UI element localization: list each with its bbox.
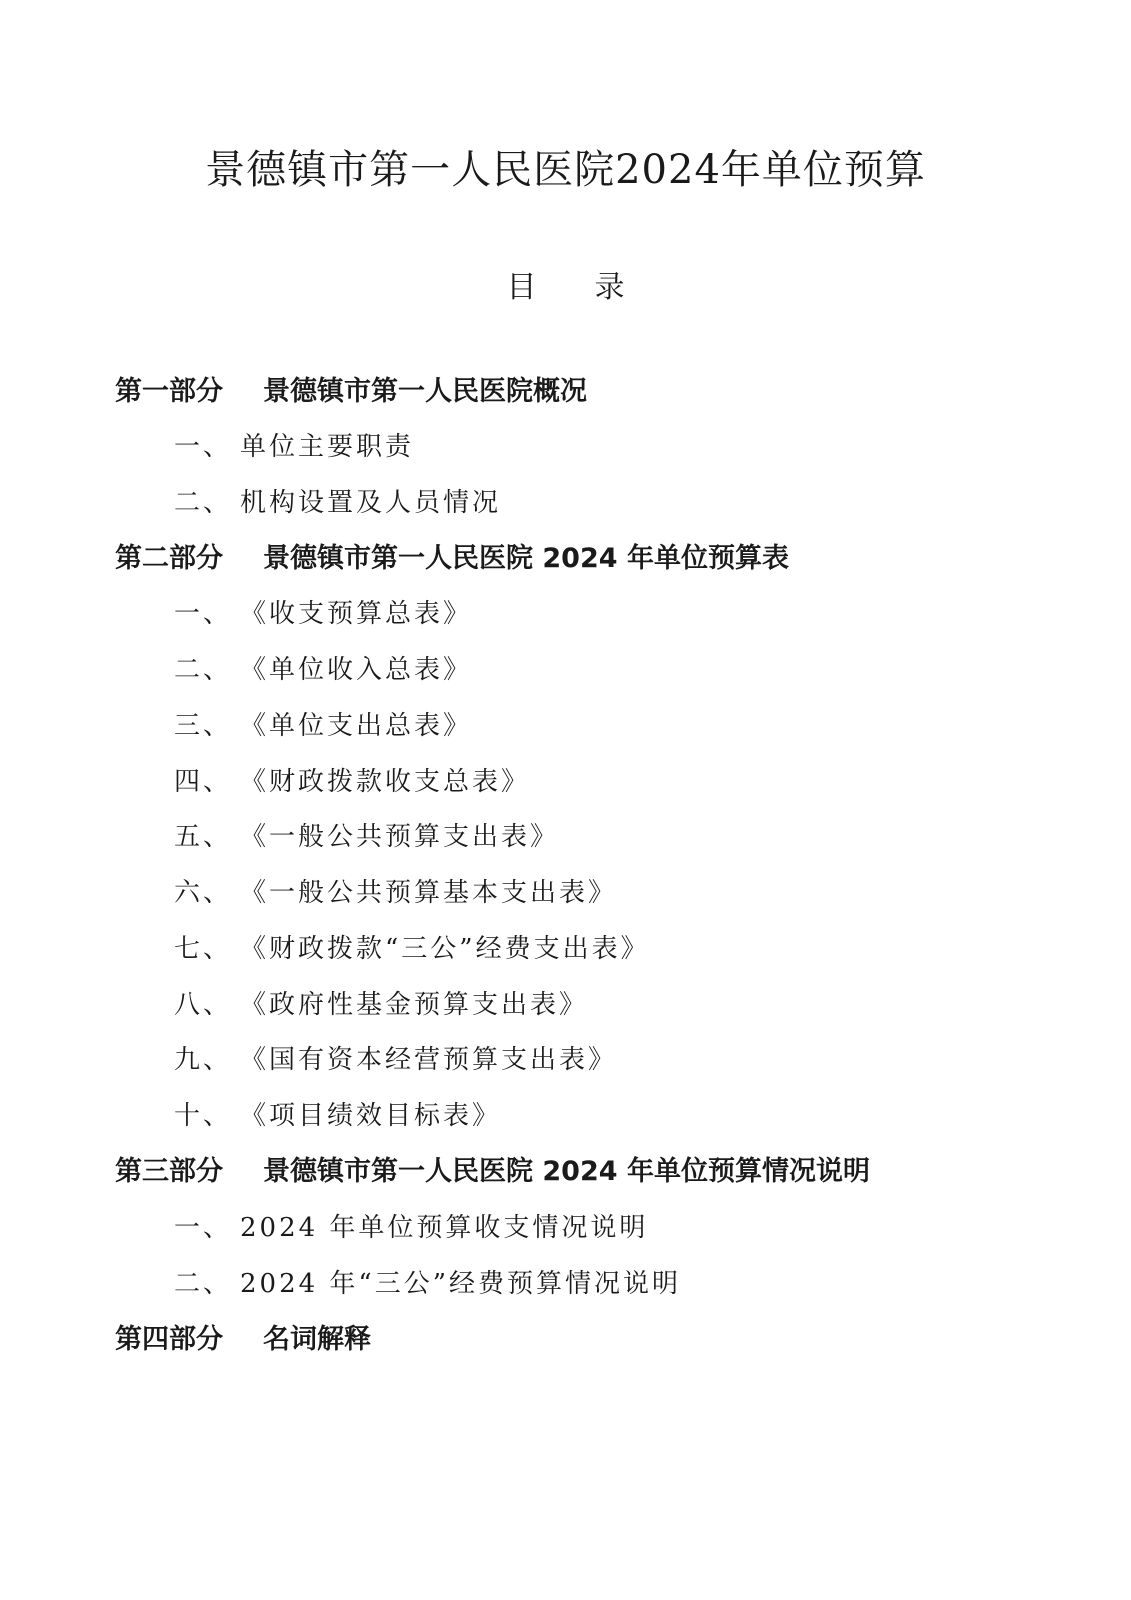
toc-heading	[0, 262, 1131, 306]
item-number: 二、	[174, 655, 233, 685]
item-text: 2024 年单位预算收支情况说明	[240, 1213, 649, 1243]
item-text: 《项目绩效目标表》	[240, 1101, 502, 1131]
toc-item[interactable]	[174, 927, 650, 971]
toc-item[interactable]	[174, 592, 472, 636]
toc-part-3[interactable]	[115, 1150, 870, 1194]
toc-item[interactable]	[174, 1206, 648, 1250]
part-number: 第三部分	[115, 1156, 223, 1187]
item-number: 四、	[174, 767, 233, 797]
toc-item[interactable]	[174, 648, 472, 692]
item-number: 一、	[174, 599, 233, 629]
item-number: 二、	[174, 488, 233, 518]
item-number: 十、	[174, 1101, 233, 1131]
toc-heading-char-1: 目	[506, 270, 537, 305]
item-text: 2024 年“三公”经费预算情况说明	[240, 1269, 682, 1299]
part-title: 景德镇市第一人民医院 2024 年单位预算情况说明	[263, 1156, 870, 1187]
item-number: 七、	[174, 934, 233, 964]
toc-item[interactable]	[174, 760, 530, 804]
part-title: 景德镇市第一人民医院 2024 年单位预算表	[263, 543, 789, 574]
toc-part-4[interactable]	[115, 1318, 371, 1362]
toc-item[interactable]	[174, 871, 617, 915]
item-number: 六、	[174, 878, 233, 908]
toc-part-2[interactable]	[115, 537, 789, 581]
item-text: 《收支预算总表》	[240, 599, 473, 629]
toc-item[interactable]	[174, 983, 588, 1027]
document-title: 景德镇市第一人民医院2024年单位预算	[205, 147, 926, 193]
item-text: 《单位收入总表》	[240, 655, 473, 685]
toc-item[interactable]	[174, 704, 472, 748]
toc-heading-char-2: 录	[594, 270, 625, 305]
item-text: 机构设置及人员情况	[240, 488, 502, 518]
item-text: 《单位支出总表》	[240, 711, 473, 741]
part-number: 第一部分	[115, 376, 223, 407]
item-text: 《财政拨款“三公”经费支出表》	[240, 934, 650, 964]
item-text: 《政府性基金预算支出表》	[240, 990, 589, 1020]
part-title: 名词解释	[263, 1324, 371, 1355]
item-number: 一、	[174, 432, 233, 462]
toc-item[interactable]	[174, 425, 414, 469]
toc-item[interactable]	[174, 481, 501, 525]
item-text: 《国有资本经营预算支出表》	[240, 1045, 618, 1075]
part-title: 景德镇市第一人民医院概况	[263, 376, 587, 407]
toc-item[interactable]	[174, 1262, 681, 1306]
item-number: 五、	[174, 822, 233, 852]
item-text: 《一般公共预算基本支出表》	[240, 878, 618, 908]
item-number: 一、	[174, 1213, 233, 1243]
toc-item[interactable]	[174, 1094, 501, 1138]
item-number: 九、	[174, 1045, 233, 1075]
item-text: 《一般公共预算支出表》	[240, 822, 560, 852]
toc-item[interactable]	[174, 815, 559, 859]
item-number: 三、	[174, 711, 233, 741]
item-number: 八、	[174, 990, 233, 1020]
item-text: 《财政拨款收支总表》	[240, 767, 531, 797]
toc-part-1[interactable]	[115, 370, 587, 414]
item-number: 二、	[174, 1269, 233, 1299]
item-text: 单位主要职责	[240, 432, 415, 462]
toc-item[interactable]	[174, 1038, 617, 1082]
part-number: 第四部分	[115, 1324, 223, 1355]
part-number: 第二部分	[115, 543, 223, 574]
